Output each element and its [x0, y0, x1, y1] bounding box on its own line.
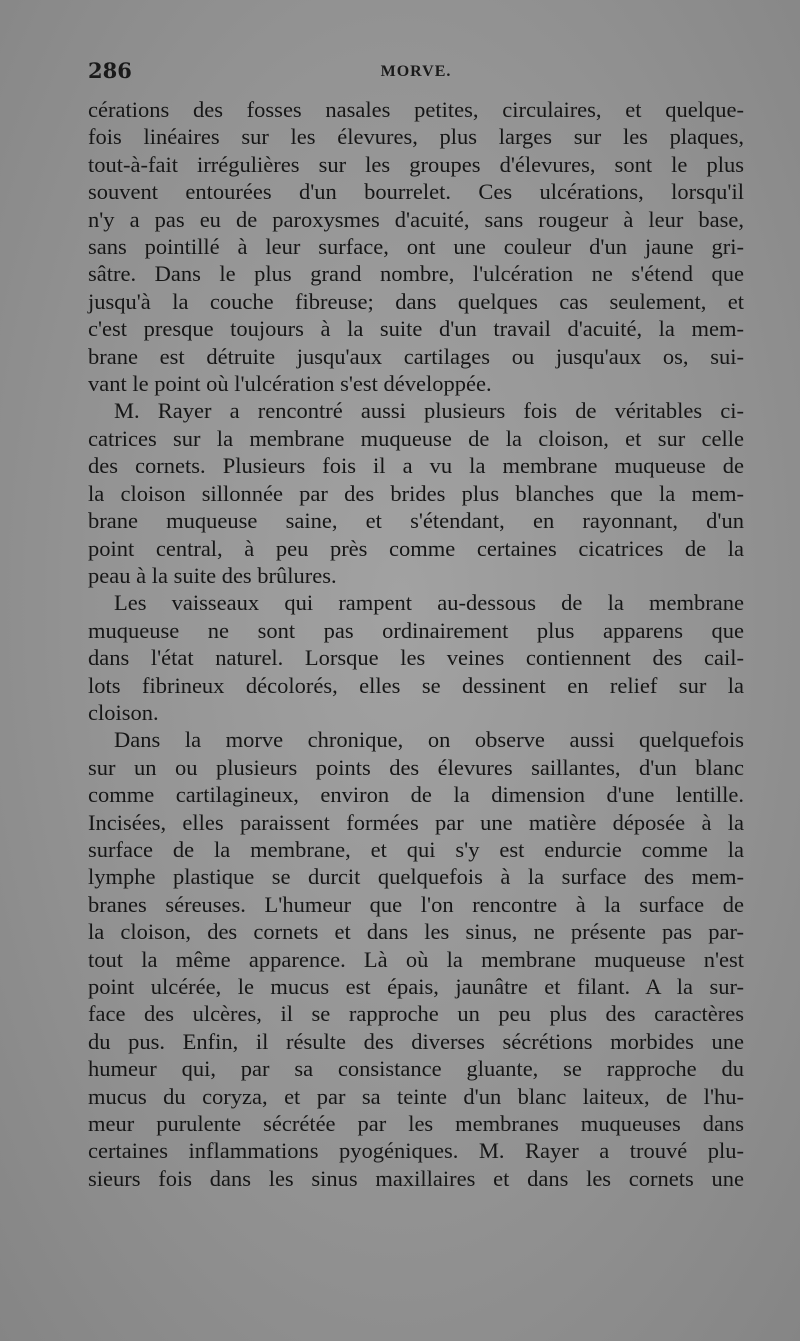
text-line: tout la même apparence. Là où la membrane muqueuse n'est [88, 946, 744, 972]
text-line: sans pointillé à leur surface, ont une couleur d'un jaune gri- [88, 234, 744, 260]
text-line: meur purulente sécrétée par les membranes muqueuses dans [88, 1111, 744, 1137]
text-line: peau à la suite des brûlures. [88, 562, 337, 588]
text-line: dans l'état naturel. Lorsque les veines contiennent des cail- [88, 645, 744, 671]
page-number: 286 [88, 58, 132, 83]
text-line: humeur qui, par sa consistance gluante, se rapproche du [88, 1056, 744, 1082]
text-line: Les vaisseaux qui rampent au-dessous de la membrane [114, 590, 744, 616]
text-line: surface de la membrane, et qui s'y est endurcie comme la [88, 836, 744, 862]
text-line: point ulcérée, le mucus est épais, jaunâtre et filant. A la sur- [88, 974, 744, 999]
text-line: brane muqueuse saine, et s'étendant, en rayonnant, d'un [88, 508, 744, 534]
text-line: certaines inflammations pyogéniques. M. Rayer a trouvé plu- [88, 1138, 744, 1164]
text-line: lymphe plastique se durcit quelquefois à la surface des mem- [88, 864, 744, 890]
text-line: tout-à-fait irrégulières sur les groupes d'élevures, sont le plus [88, 151, 744, 177]
text-line: souvent entourées d'un bourrelet. Ces ulcérations, lorsqu'il [88, 179, 744, 205]
text-line: muqueuse ne sont pas ordinairement plus apparens que [88, 617, 744, 643]
text-line: catrices sur la membrane muqueuse de la cloison, et sur celle [88, 425, 744, 451]
text-line: point central, à peu près comme certaines cicatrices de la [88, 535, 744, 561]
text-line: Incisées, elles paraissent formées par une matière déposée à la [88, 809, 744, 835]
text-line: la cloison, des cornets et dans les sinus, ne présente pas par- [88, 919, 744, 945]
text-line: fois linéaires sur les élevures, plus larges sur les plaques, [88, 124, 744, 150]
text-line: branes séreuses. L'humeur que l'on rencontre à la surface de [88, 891, 744, 917]
text-line: mucus du coryza, et par sa teinte d'un blanc laiteux, de l'hu- [88, 1083, 744, 1109]
paragraph [88, 589, 744, 726]
text-line: jusqu'à la couche fibreuse; dans quelques cas seulement, et [88, 288, 744, 314]
text-line: cloison. [88, 699, 159, 725]
text-line: sâtre. Dans le plus grand nombre, l'ulcération ne s'étend que [88, 261, 744, 287]
text-line: cérations des fosses nasales petites, circulaires, et quelque- [88, 97, 744, 122]
running-head [88, 58, 744, 92]
text-line: la cloison sillonnée par des brides plus blanches que la mem- [88, 480, 744, 506]
text-line: sieurs fois dans les sinus maxillaires et dans les cornets une [88, 1165, 744, 1191]
text-line: Dans la morve chronique, on observe aussi quelquefois [114, 727, 744, 753]
running-title: MORVE. [380, 63, 452, 80]
paragraph [88, 397, 744, 589]
paragraph [88, 726, 744, 1192]
text-line: n'y a pas eu de paroxysmes d'acuité, sans rougeur à leur base, [88, 206, 744, 232]
text-line: vant le point où l'ulcération s'est développée. [88, 371, 492, 397]
text-line: lots fibrineux décolorés, elles se dessinent en relief sur la [88, 672, 744, 698]
body-text [88, 96, 744, 1192]
text-line: c'est presque toujours à la suite d'un travail d'acuité, la mem- [88, 316, 744, 342]
text-line: brane est détruite jusqu'aux cartilages ou jusqu'aux os, sui- [88, 343, 744, 369]
text-line: comme cartilagineux, environ de la dimension d'une lentille. [88, 782, 744, 808]
text-line: du pus. Enfin, il résulte des diverses sécrétions morbides une [88, 1028, 744, 1054]
text-line: sur un ou plusieurs points des élevures saillantes, d'un blanc [88, 754, 744, 780]
text-line: des cornets. Plusieurs fois il a vu la membrane muqueuse de [88, 453, 744, 479]
text-line: M. Rayer a rencontré aussi plusieurs fois de véritables ci- [114, 398, 744, 424]
text-line: face des ulcères, il se rapproche un peu plus des caractères [88, 1001, 744, 1027]
paragraph [88, 96, 744, 397]
